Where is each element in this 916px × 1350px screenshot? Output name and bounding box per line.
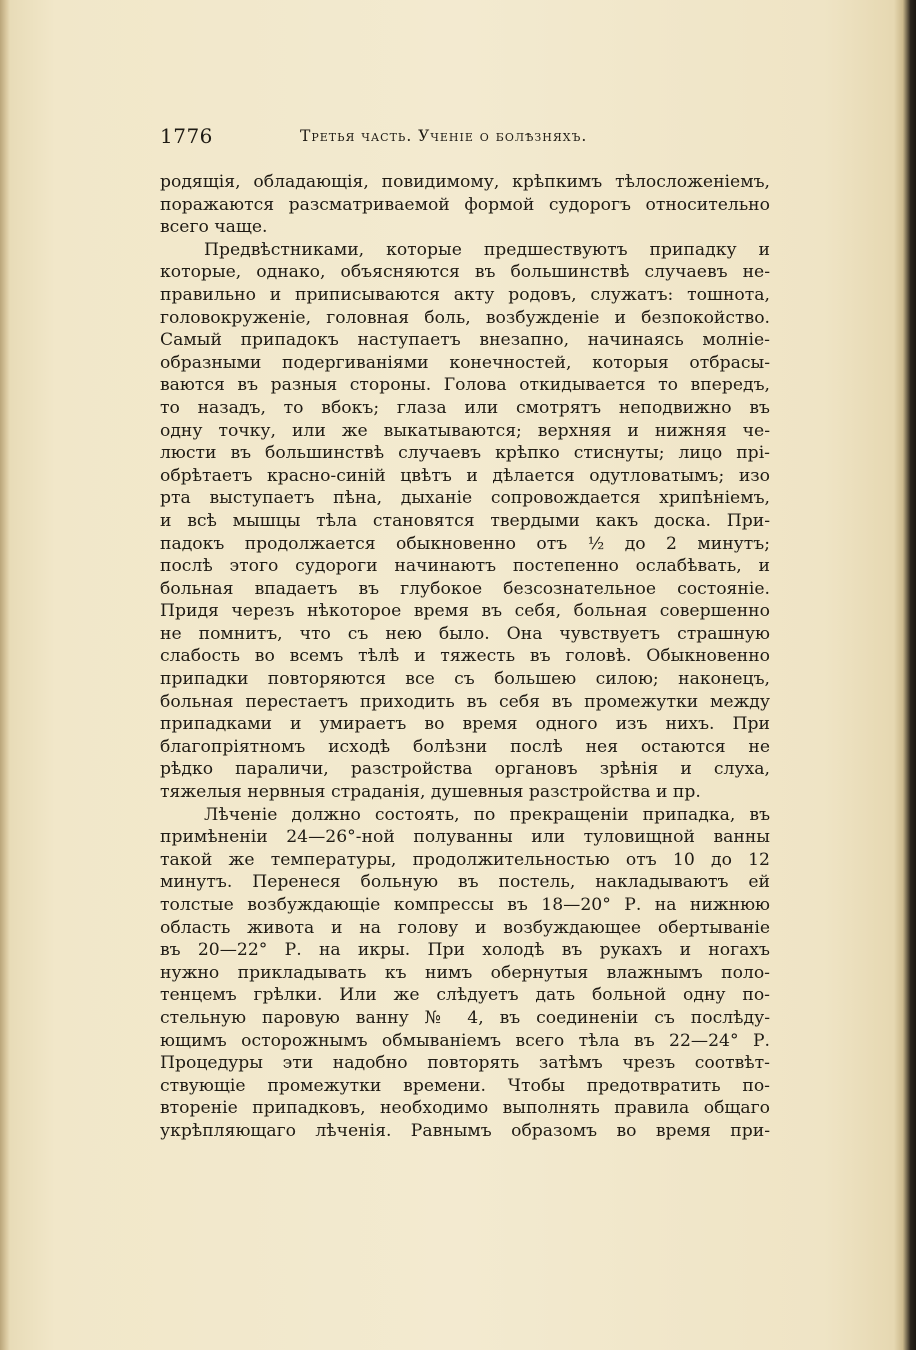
text-line: послѣ этого судороги начинаютъ постепенно ослабѣвать, и: [160, 556, 770, 577]
text-line: слабость во всемъ тѣлѣ и тяжесть въ головѣ. Обыкновенно: [160, 646, 770, 667]
text-line: больная впадаетъ въ глубокое безсознательное состояніе.: [160, 578, 770, 599]
page-left-edge: [0, 0, 10, 1350]
text-line: Предвѣстниками, которые предшествуютъ припадку и: [204, 239, 770, 260]
text-line: головокруженіе, головная боль, возбужденіе и безпокойство.: [160, 307, 770, 328]
text-line: образными подергиваніями конечностей, которыя отбрасы-: [160, 352, 770, 373]
text-line: Самый припадокъ наступаетъ внезапно, начинаясь молніе-: [160, 330, 770, 351]
text-line: припадками и умираетъ во время одного изъ нихъ. При: [160, 714, 770, 735]
text-line: родящія, обладающія, повидимому, крѣпкимъ тѣлосложеніемъ,: [160, 172, 770, 192]
text-line: въ 20—22° Р. на икры. При холодѣ въ рукахъ и ногахъ: [160, 940, 770, 961]
text-line: поражаются разсматриваемой формой судорогъ относительно: [160, 194, 770, 215]
text-line: обрѣтаетъ красно-синій цвѣтъ и дѣлается одутловатымъ; изо: [160, 465, 770, 486]
text-line: ствующіе промежутки времени. Чтобы предотвратить по-: [160, 1075, 770, 1096]
text-line: такой же температуры, продолжительностью отъ 10 до 12: [160, 849, 770, 870]
text-line: люсти въ большинствѣ случаевъ крѣпко стиснуты; лицо прі-: [160, 443, 770, 464]
text-line: нужно прикладывать къ нимъ обернутыя влажнымъ поло-: [160, 962, 770, 983]
text-line: Придя черезъ нѣкоторое время въ себя, больная совершенно: [160, 601, 770, 622]
page-right-edge-shadow: [894, 0, 916, 1350]
text-line: ваются въ разныя стороны. Голова откидывается то впередъ,: [160, 375, 770, 396]
text-line: примѣненіи 24—26°-ной полуванны или туловищной ванны: [160, 827, 770, 848]
text-line: тяжелыя нервныя страданія, душевныя разстройства и пр.: [160, 782, 701, 803]
text-line: Процедуры эти надобно повторять затѣмъ чрезъ соотвѣт-: [160, 1053, 770, 1074]
text-line: рта выступаетъ пѣна, дыханіе сопровождается хрипѣніемъ,: [160, 488, 770, 509]
text-line: рѣдко параличи, разстройства органовъ зрѣнія и слуха,: [160, 759, 770, 780]
text-line: правильно и приписываются акту родовъ, служатъ: тошнота,: [160, 284, 770, 305]
text-line: больная перестаетъ приходить въ себя въ промежутки между: [160, 691, 770, 712]
text-line: благопріятномъ исходѣ болѣзни послѣ нея остаются не: [160, 736, 770, 757]
text-line: и всѣ мышцы тѣла становятся твердыми какъ доска. При-: [160, 510, 770, 531]
text-line: область живота и на голову и возбуждающее обертываніе: [160, 917, 770, 938]
text-line: припадки повторяются все съ большею силою; наконецъ,: [160, 669, 770, 690]
text-line: стельную паровую ванну № 4, въ соединеніи съ послѣду-: [160, 1007, 770, 1028]
text-line: падокъ продолжается обыкновенно отъ ½ до 2 минутъ;: [160, 533, 770, 554]
text-line: минутъ. Перенеся больную въ постель, накладываютъ ей: [160, 872, 770, 893]
text-line: не помнитъ, что съ нею было. Она чувствуетъ страшную: [160, 623, 770, 644]
page-header: [160, 124, 770, 152]
page-number: 1776: [160, 124, 213, 148]
text-line: втореніе припадковъ, необходимо выполнять правила общаго: [160, 1098, 770, 1119]
text-line: всего чаще.: [160, 217, 268, 238]
text-line: ющимъ осторожнымъ обмываніемъ всего тѣла въ 22—24° Р.: [160, 1030, 770, 1051]
text-line: Лѣченіе должно состоять, по прекращеніи припадка, въ: [204, 804, 770, 825]
text-line: толстые возбуждающіе компрессы въ 18—20° Р. на нижнюю: [160, 895, 770, 915]
running-head: Третья часть. Ученіе о болѣзняхъ.: [300, 127, 588, 145]
text-line: которые, однако, объясняются въ большинствѣ случаевъ не-: [160, 262, 770, 283]
text-line: тенцемъ грѣлки. Или же слѣдуетъ дать больной одну по-: [160, 985, 770, 1006]
text-line: то назадъ, то вбокъ; глаза или смотрятъ неподвижно въ: [160, 397, 770, 418]
text-line: укрѣпляющаго лѣченія. Равнымъ образомъ во время при-: [160, 1120, 770, 1141]
body-text: [160, 171, 770, 1143]
text-line: одну точку, или же выкатываются; верхняя и нижняя че-: [160, 420, 770, 441]
